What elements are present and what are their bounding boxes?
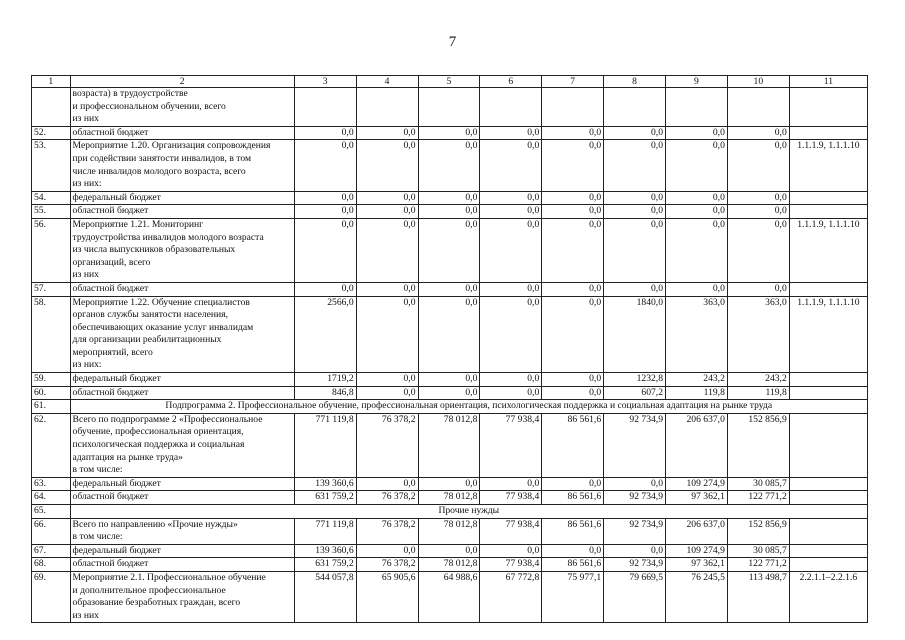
value-cell: 0,0	[727, 205, 789, 219]
value-cell: 0,0	[727, 126, 789, 140]
value-cell: 0,0	[418, 544, 480, 558]
value-cell: 78 012,8	[418, 413, 480, 477]
value-cell: 0,0	[542, 218, 604, 282]
value-cell: 0,0	[356, 477, 418, 491]
value-cell: 0,0	[356, 191, 418, 205]
value-cell: 92 734,9	[604, 558, 666, 572]
value-cell: 0,0	[542, 373, 604, 387]
value-cell: 30 085,7	[727, 477, 789, 491]
row-number-cell: 58.	[32, 296, 71, 373]
value-cell: 0,0	[356, 544, 418, 558]
table-row	[32, 88, 868, 127]
column-header: 3	[294, 76, 356, 88]
value-cell: 0,0	[480, 218, 542, 282]
value-cell	[666, 88, 728, 127]
value-cell: 0,0	[480, 373, 542, 387]
table-row	[32, 571, 868, 622]
row-number-cell: 53.	[32, 140, 71, 191]
value-cell	[727, 88, 789, 127]
table-row	[32, 544, 868, 558]
value-cell: 0,0	[294, 205, 356, 219]
value-cell: 0,0	[542, 205, 604, 219]
indicator-cell	[789, 373, 867, 387]
value-cell: 0,0	[480, 191, 542, 205]
row-number-cell: 68.	[32, 558, 71, 572]
value-cell: 771 119,8	[294, 413, 356, 477]
indicator-cell	[789, 491, 867, 505]
value-cell: 139 360,6	[294, 544, 356, 558]
indicator-cell	[789, 191, 867, 205]
value-cell: 544 057,8	[294, 571, 356, 622]
value-cell: 0,0	[542, 544, 604, 558]
value-cell: 0,0	[542, 140, 604, 191]
value-cell: 0,0	[480, 205, 542, 219]
table-row	[32, 296, 868, 373]
value-cell	[294, 88, 356, 127]
indicator-cell	[789, 518, 867, 544]
value-cell: 76 378,2	[356, 518, 418, 544]
table-row	[32, 477, 868, 491]
value-cell: 0,0	[418, 140, 480, 191]
row-number-cell: 57.	[32, 282, 71, 296]
section-row	[32, 505, 868, 519]
row-number-cell: 66.	[32, 518, 71, 544]
row-name-cell: областной бюджет	[70, 558, 294, 572]
row-name-cell: федеральный бюджет	[70, 373, 294, 387]
row-name-cell: Всего по подпрограмме 2 «Профессиональное обучение, профессиональная ориентация, психологическая поддержка и социальная адаптация на рынке труда» в том числе:	[70, 413, 294, 477]
value-cell: 0,0	[727, 140, 789, 191]
value-cell: 0,0	[356, 386, 418, 400]
column-header: 6	[480, 76, 542, 88]
value-cell: 0,0	[666, 126, 728, 140]
value-cell: 0,0	[480, 477, 542, 491]
value-cell: 0,0	[294, 282, 356, 296]
value-cell: 631 759,2	[294, 491, 356, 505]
indicator-cell	[789, 477, 867, 491]
value-cell: 0,0	[294, 126, 356, 140]
value-cell: 846,8	[294, 386, 356, 400]
value-cell	[604, 88, 666, 127]
value-cell: 97 362,1	[666, 558, 728, 572]
row-name-cell: областной бюджет	[70, 386, 294, 400]
value-cell: 0,0	[480, 296, 542, 373]
value-cell: 79 669,5	[604, 571, 666, 622]
value-cell: 0,0	[542, 191, 604, 205]
value-cell: 30 085,7	[727, 544, 789, 558]
value-cell: 64 988,6	[418, 571, 480, 622]
value-cell: 76 378,2	[356, 491, 418, 505]
value-cell: 363,0	[666, 296, 728, 373]
value-cell: 77 938,4	[480, 518, 542, 544]
row-name-cell: Мероприятие 1.20. Организация сопровождения при содействии занятости инвалидов, в том числе инвалидов молодого возраста, всего из них:	[70, 140, 294, 191]
value-cell: 0,0	[727, 191, 789, 205]
value-cell: 607,2	[604, 386, 666, 400]
value-cell: 76 378,2	[356, 558, 418, 572]
value-cell: 76 378,2	[356, 413, 418, 477]
value-cell: 92 734,9	[604, 413, 666, 477]
indicator-cell: 1.1.1.9, 1.1.1.10	[789, 140, 867, 191]
row-number-cell: 67.	[32, 544, 71, 558]
indicator-cell: 1.1.1.9, 1.1.1.10	[789, 296, 867, 373]
value-cell: 0,0	[418, 126, 480, 140]
value-cell: 86 561,6	[542, 491, 604, 505]
value-cell: 109 274,9	[666, 544, 728, 558]
value-cell: 0,0	[418, 373, 480, 387]
value-cell: 152 856,9	[727, 518, 789, 544]
value-cell: 1232,8	[604, 373, 666, 387]
value-cell: 0,0	[727, 282, 789, 296]
indicator-cell	[789, 386, 867, 400]
row-name-cell: Мероприятие 1.21. Мониторинг трудоустройства инвалидов молодого возраста из числа выпускников образовательных организаций, всего из них	[70, 218, 294, 282]
value-cell: 0,0	[666, 191, 728, 205]
row-name-cell: областной бюджет	[70, 491, 294, 505]
page-number: 7	[448, 34, 457, 50]
value-cell: 113 498,7	[727, 571, 789, 622]
value-cell: 0,0	[356, 205, 418, 219]
value-cell: 0,0	[418, 218, 480, 282]
value-cell: 78 012,8	[418, 518, 480, 544]
row-number-cell	[32, 88, 71, 127]
value-cell: 0,0	[604, 282, 666, 296]
value-cell: 86 561,6	[542, 558, 604, 572]
row-name-cell: областной бюджет	[70, 282, 294, 296]
indicator-cell	[789, 205, 867, 219]
value-cell: 122 771,2	[727, 491, 789, 505]
row-name-cell: областной бюджет	[70, 126, 294, 140]
value-cell: 0,0	[542, 296, 604, 373]
row-name-cell: Всего по направлению «Прочие нужды» в том числе:	[70, 518, 294, 544]
table-row	[32, 140, 868, 191]
table-row	[32, 491, 868, 505]
indicator-cell: 1.1.1.9, 1.1.1.10	[789, 218, 867, 282]
value-cell: 243,2	[666, 373, 728, 387]
row-name-cell: федеральный бюджет	[70, 544, 294, 558]
row-number-cell: 55.	[32, 205, 71, 219]
value-cell: 0,0	[604, 544, 666, 558]
table-row	[32, 518, 868, 544]
value-cell: 0,0	[480, 140, 542, 191]
value-cell: 0,0	[356, 140, 418, 191]
section-title-cell: Подпрограмма 2. Профессиональное обучение, профессиональная ориентация, психологическая поддержка и социальная адаптация на рынке труда	[70, 400, 867, 414]
value-cell: 2566,0	[294, 296, 356, 373]
indicator-cell	[789, 558, 867, 572]
value-cell: 206 637,0	[666, 413, 728, 477]
value-cell: 0,0	[604, 205, 666, 219]
row-number-cell: 65.	[32, 505, 71, 519]
value-cell: 0,0	[604, 218, 666, 282]
value-cell: 0,0	[604, 126, 666, 140]
value-cell: 75 977,1	[542, 571, 604, 622]
value-cell: 119,8	[666, 386, 728, 400]
value-cell: 0,0	[542, 477, 604, 491]
budget-table	[31, 75, 868, 623]
value-cell: 0,0	[480, 544, 542, 558]
value-cell: 0,0	[542, 126, 604, 140]
value-cell: 0,0	[542, 282, 604, 296]
value-cell: 243,2	[727, 373, 789, 387]
value-cell: 152 856,9	[727, 413, 789, 477]
value-cell: 0,0	[666, 205, 728, 219]
value-cell: 0,0	[418, 386, 480, 400]
section-row	[32, 400, 868, 414]
row-number-cell: 52.	[32, 126, 71, 140]
column-header: 1	[32, 76, 71, 88]
table-row	[32, 373, 868, 387]
value-cell	[480, 88, 542, 127]
table-row	[32, 413, 868, 477]
value-cell: 77 938,4	[480, 413, 542, 477]
value-cell: 0,0	[604, 477, 666, 491]
value-cell	[418, 88, 480, 127]
value-cell: 0,0	[604, 191, 666, 205]
value-cell: 67 772,8	[480, 571, 542, 622]
value-cell: 0,0	[604, 140, 666, 191]
table-header-row	[32, 76, 868, 88]
column-header: 2	[70, 76, 294, 88]
value-cell: 0,0	[480, 282, 542, 296]
value-cell: 363,0	[727, 296, 789, 373]
value-cell: 77 938,4	[480, 491, 542, 505]
value-cell: 0,0	[480, 386, 542, 400]
value-cell: 86 561,6	[542, 518, 604, 544]
value-cell	[542, 88, 604, 127]
column-header: 8	[604, 76, 666, 88]
column-header: 9	[666, 76, 728, 88]
value-cell: 97 362,1	[666, 491, 728, 505]
value-cell: 76 245,5	[666, 571, 728, 622]
indicator-cell: 2.2.1.1–2.2.1.6	[789, 571, 867, 622]
row-name-cell: федеральный бюджет	[70, 191, 294, 205]
row-name-cell: возраста) в трудоустройстве и профессиональном обучении, всего из них	[70, 88, 294, 127]
row-number-cell: 54.	[32, 191, 71, 205]
value-cell: 0,0	[480, 126, 542, 140]
row-number-cell: 56.	[32, 218, 71, 282]
table-row	[32, 282, 868, 296]
row-number-cell: 62.	[32, 413, 71, 477]
value-cell: 0,0	[666, 140, 728, 191]
value-cell: 92 734,9	[604, 518, 666, 544]
value-cell: 631 759,2	[294, 558, 356, 572]
row-name-cell: Мероприятие 1.22. Обучение специалистов органов службы занятости населения, обеспечивающих оказание услуг инвалидам для организации реабилитационных мероприятий, всего из них:	[70, 296, 294, 373]
table-row	[32, 205, 868, 219]
indicator-cell	[789, 126, 867, 140]
indicator-cell	[789, 413, 867, 477]
table-row	[32, 126, 868, 140]
value-cell: 771 119,8	[294, 518, 356, 544]
value-cell: 0,0	[356, 296, 418, 373]
row-name-cell: федеральный бюджет	[70, 477, 294, 491]
row-name-cell: Мероприятие 2.1. Профессиональное обучение и дополнительное профессиональное образование безработных граждан, всего из них	[70, 571, 294, 622]
table-row	[32, 558, 868, 572]
value-cell: 86 561,6	[542, 413, 604, 477]
value-cell: 0,0	[727, 218, 789, 282]
row-number-cell: 63.	[32, 477, 71, 491]
value-cell: 0,0	[294, 218, 356, 282]
value-cell: 109 274,9	[666, 477, 728, 491]
row-number-cell: 69.	[32, 571, 71, 622]
column-header: 11	[789, 76, 867, 88]
value-cell: 119,8	[727, 386, 789, 400]
value-cell	[356, 88, 418, 127]
value-cell: 0,0	[418, 296, 480, 373]
table-row	[32, 218, 868, 282]
row-name-cell: областной бюджет	[70, 205, 294, 219]
value-cell: 65 905,6	[356, 571, 418, 622]
value-cell: 1840,0	[604, 296, 666, 373]
value-cell: 0,0	[418, 191, 480, 205]
row-number-cell: 59.	[32, 373, 71, 387]
row-number-cell: 64.	[32, 491, 71, 505]
column-header: 5	[418, 76, 480, 88]
value-cell: 78 012,8	[418, 491, 480, 505]
column-header: 4	[356, 76, 418, 88]
value-cell: 0,0	[356, 282, 418, 296]
value-cell: 206 637,0	[666, 518, 728, 544]
value-cell: 122 771,2	[727, 558, 789, 572]
value-cell: 0,0	[418, 205, 480, 219]
value-cell: 77 938,4	[480, 558, 542, 572]
column-header: 7	[542, 76, 604, 88]
value-cell: 0,0	[294, 191, 356, 205]
indicator-cell	[789, 544, 867, 558]
indicator-cell	[789, 88, 867, 127]
value-cell: 0,0	[666, 218, 728, 282]
value-cell: 1719,2	[294, 373, 356, 387]
value-cell: 0,0	[418, 282, 480, 296]
table-row	[32, 191, 868, 205]
value-cell: 0,0	[666, 282, 728, 296]
value-cell: 0,0	[418, 477, 480, 491]
section-title-cell: Прочие нужды	[70, 505, 867, 519]
indicator-cell	[789, 282, 867, 296]
value-cell: 0,0	[294, 140, 356, 191]
table-row	[32, 386, 868, 400]
value-cell: 0,0	[356, 126, 418, 140]
value-cell: 78 012,8	[418, 558, 480, 572]
value-cell: 139 360,6	[294, 477, 356, 491]
row-number-cell: 61.	[32, 400, 71, 414]
value-cell: 0,0	[356, 373, 418, 387]
value-cell: 0,0	[542, 386, 604, 400]
row-number-cell: 60.	[32, 386, 71, 400]
value-cell: 92 734,9	[604, 491, 666, 505]
column-header: 10	[727, 76, 789, 88]
value-cell: 0,0	[356, 218, 418, 282]
